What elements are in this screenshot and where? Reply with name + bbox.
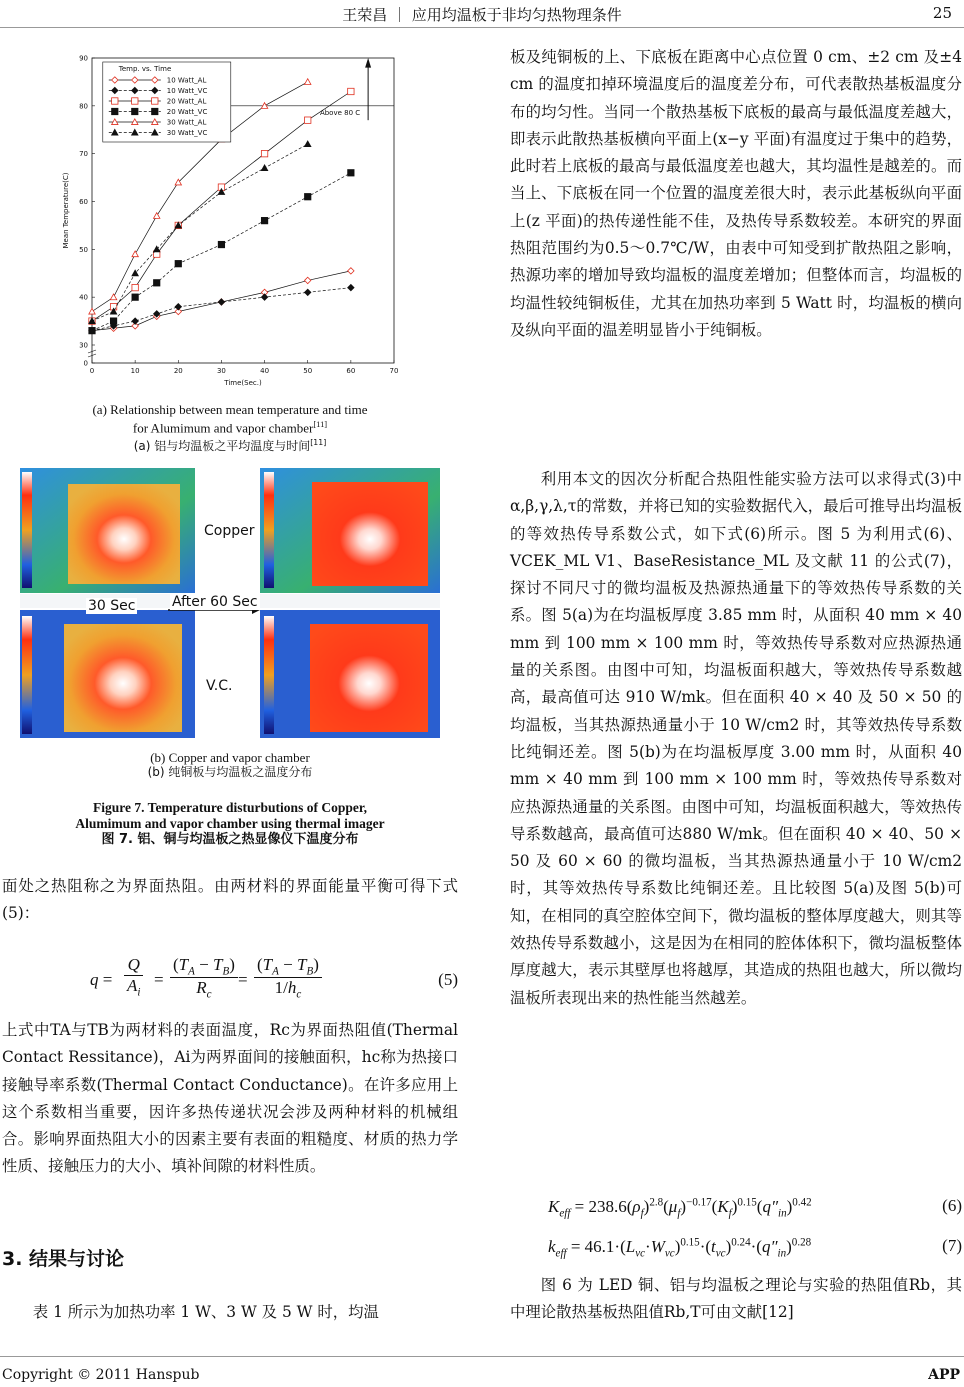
thermal-scale-bar <box>22 616 32 734</box>
fig7b-caption-cn: (b) 纯铜板与均温板之温度分布 <box>147 765 313 779</box>
right-para-2 <box>510 466 962 1012</box>
legend-entry: 20 Watt_AL <box>166 97 207 106</box>
fig7a-caption-en-2: for Alumimum and vapor chamber <box>132 420 314 436</box>
data-point <box>154 280 160 286</box>
data-point <box>110 294 116 300</box>
legend-marker <box>132 108 138 114</box>
data-point <box>305 289 311 295</box>
thermal-copper-30s-plate <box>68 484 180 584</box>
y-tick-label: 70 <box>79 150 88 159</box>
data-point <box>348 170 354 176</box>
header-rule <box>0 27 964 28</box>
x-tick-label: 40 <box>260 367 270 375</box>
legend-entry: 30 Watt_AL <box>166 118 207 127</box>
page-number: 25 <box>932 4 952 22</box>
equation-5: q = $\frac{Q}{A_i}$ = $\frac{(T_A - T_B)}{R_c}$ = $\frac{(T_A - T_B)}{1/h_c}$ (5) <box>90 955 458 1001</box>
thermal-vc-60s-plate <box>310 624 428 732</box>
legend-marker <box>112 108 118 114</box>
footer-rule <box>0 1356 964 1357</box>
right-paragraph-2: 利用本文的因次分析配合热阻性能实验方法可以求得式(3)中α,β,γ,λ,τ的常数，并将已知的实验数据代入，最后可推导出均温板的等效热传导系数公式，如下式(6)所示。图 5 为利用式(6)、VCEK_ML V1、BaseResistance_ML 及文献 11 的公式(7)，探讨不同尺寸的微均温板及热源热通量下的等效热传导系数的关系。图 5(a)为在均温板厚度 3.85 mm 时，从面积 40 mm × 40 mm 到 100 mm × 100 mm 时，等效热传导系数对应热源热通量的关系图。由图中可知，均温板面积越大，等效热传导系数越高，最高值可达 910 W/mk。但在面积 40 × 40 及 50 × 50 的均温板，当其热源热通量小于 10 W/cm2 时，其等效热传导系数比纯铜还差。图 5(b)为在均温板厚度 3.00 mm 时，从面积 40 mm × 40 mm 到 100 mm × 100 mm 时，等效热传导系数对应热源热通量的关系图。由图中可知，均温板面积越大，等效热传导系数越高，最高值可达880 W/mk。但在面积 40 × 40、50 × 50 及 60 × 60 的微均温板，当其热源热通量小于 10 W/cm2 时，其等效热传导系数比纯铜还差。且比较图 5(a)及图 5(b)可知，在相同的真空腔体空间下，微均温板的整体厚度越大，则其等效热传导系数越小，这是因为在相同的腔体体积下，微均温板整体厚度越大，表示其壁厚也将越厚，其造成的热阻也越大，所以微均温板所表现出来的热性能当然越差。 <box>510 470 962 1007</box>
left-paragraph-3: 表 1 所示为加热功率 1 W、3 W 及 5 W 时，均温 <box>32 1303 379 1321</box>
legend-entry: 30 Watt_VC <box>166 129 208 137</box>
series-line-30-watt-vc <box>92 144 308 321</box>
figure7-caption <box>20 800 440 848</box>
legend-marker <box>152 108 158 114</box>
fig7b-caption-en: (b) Copper and vapor chamber <box>150 750 310 765</box>
y-axis-label: Mean Temperature(C) <box>62 172 70 249</box>
data-point <box>89 308 95 314</box>
thermal-scale-bar <box>22 472 32 588</box>
figure7-caption-cn: 图 7. 铝、铜与均温板之热显像仪下温度分布 <box>101 832 359 847</box>
page-footer <box>0 1356 964 1387</box>
left-para-2 <box>2 1017 458 1181</box>
thermal-copper-60s-plate <box>312 482 428 586</box>
left-para-1 <box>2 873 458 928</box>
data-point <box>348 88 354 94</box>
right-para-3 <box>510 1272 962 1327</box>
x-axis-label: Time(Sec.) <box>224 379 262 387</box>
equation-6: $K_{eff} = 238.6(\rho_f)^{2.8}(\mu_f)^{-0.17}(K_f)^{0.15}(q''_{in})^{0.42}$ (6) <box>548 1196 962 1220</box>
fig7a-caption <box>40 402 420 454</box>
data-point <box>132 284 138 290</box>
data-point <box>132 294 138 300</box>
right-para-1 <box>510 44 962 344</box>
label-vc: V.C. <box>206 678 233 694</box>
series-line-20-watt-vc <box>92 173 351 331</box>
legend-entry: 20 Watt_VC <box>166 108 208 116</box>
equation-6-number: (6) <box>942 1196 962 1215</box>
right-paragraph-1: 板及纯铜板的上、下底板在距离中心点位置 0 cm、±2 cm 及±4 cm 的温度扣掉环境温度后的温度差分布，可代表散热基板温度分布的均匀性。当同一个散热基板下底板的最高与最低温度差越大，即表示此散热基板横向平面上(x−y 平面)有温度过于集中的趋势，此时若上底板的最高与最低温度差也越大，其均温性是越差的。而当上、下底板在同一个位置的温度差很大时，表示此基板纵向平面上(z 平面)的热传递性能不佳，及热传导系数较差。本研究的界面热阻范围约为0.5～0.7℃/W，由表中可知受到扩散热阻之影响，热源功率的增加导致均温板的温度差增加；但整体而言，均温板的均温性较纯铜板佳，尤其在加热功率到 5 Watt 时，均温板的横向及纵向平面的温差明显皆小于纯铜板。 <box>510 48 962 339</box>
y-tick-label: 30 <box>79 341 88 350</box>
data-point <box>89 327 95 333</box>
x-tick-label: 10 <box>130 367 140 375</box>
data-point <box>305 141 311 147</box>
section-heading: 3. 结果与讨论 <box>2 1248 125 1270</box>
label-after-60-sec: After 60 Sec <box>172 594 258 610</box>
legend-marker <box>112 98 118 104</box>
data-point <box>305 79 311 85</box>
fig7b-caption <box>60 750 400 780</box>
mean-temperature-chart <box>58 50 403 400</box>
thermal-image-panel <box>20 468 440 740</box>
x-tick-label: 20 <box>173 367 183 375</box>
fig7a-caption-cn: (a) 铝与均温板之平均温度与时间 <box>133 439 311 454</box>
y-tick-label: 0 <box>83 359 88 368</box>
x-tick-label: 0 <box>89 367 95 375</box>
data-point <box>348 268 354 274</box>
equation-7: $k_{eff} = 46.1\cdot(L_{vc}\cdot W_{vc})^{0.15}\cdot(t_{vc})^{0.24}\cdot(q''_{in})^{0.28}$ (7) <box>548 1236 962 1260</box>
data-point <box>132 318 138 324</box>
left-paragraph-2: 上式中TA与TB为两材料的表面温度，Rc为界面热阻值(Thermal Contact Ressitance)，Ai为两界面间的接触面积，hc称为热接口接触导率系数(Thermal Contact Conductance)。在许多应用上这个系数相当重要，因许多热传递状况会涉及两种材料的机械组合。影响界面热阻大小的因素主要有表面的粗糙度、材质的热力学性质、接触压力的大小、填补间隙的材料性质。 <box>2 1021 458 1176</box>
journal-name: APP <box>928 1367 960 1383</box>
label-copper: Copper <box>204 523 255 539</box>
legend-entry: 10 Watt_AL <box>166 76 207 85</box>
data-point <box>261 217 267 223</box>
running-title: 王荣昌 ｜ 应用均温板于非均匀热物理条件 <box>342 6 622 24</box>
annotation-arrow-head <box>365 58 371 68</box>
fig7a-caption-en-1: (a) Relationship between mean temperature and time <box>92 402 368 417</box>
thermal-scale-bar <box>264 616 274 734</box>
y-tick-label: 90 <box>79 54 88 63</box>
data-point <box>132 251 138 257</box>
fig7a-caption-cn-ref: [11] <box>310 438 327 448</box>
left-paragraph-1: 面处之热阻称之为界面热阻。由两材料的界面能量平衡可得下式(5)： <box>2 877 458 923</box>
legend-title: Temp. vs. Time <box>118 65 172 73</box>
data-point <box>218 299 224 305</box>
figure7-caption-en-1: Figure 7. Temperature disturbutions of Copper, <box>93 800 367 815</box>
y-tick-label: 80 <box>79 102 88 111</box>
data-point <box>154 213 160 219</box>
figure7-caption-en-2: Alumimum and vapor chamber using thermal imager <box>75 816 385 831</box>
left-para-3 <box>2 1299 458 1326</box>
legend-entry: 10 Watt_VC <box>166 87 208 95</box>
data-point <box>348 284 354 290</box>
data-point <box>175 260 181 266</box>
y-tick-label: 50 <box>79 245 88 254</box>
x-tick-label: 60 <box>346 367 356 375</box>
right-paragraph-3: 图 6 为 LED 铜、铝与均温板之理论与实验的热阻值Rb，其中理论散热基板热阻值Rb,T可由文献[12] <box>510 1276 962 1322</box>
thermal-vc-30s-plate <box>64 624 182 732</box>
y-tick-label: 60 <box>79 198 88 206</box>
y-tick-label: 40 <box>79 293 88 302</box>
fig7a-caption-ref: [11] <box>313 419 328 429</box>
equation-5-number: (5) <box>438 970 458 989</box>
label-30-sec: 30 Sec <box>88 598 136 614</box>
data-point <box>218 241 224 247</box>
annotation-above-80: Above 80 C <box>319 108 361 117</box>
data-point <box>110 318 116 324</box>
data-point <box>305 117 311 123</box>
x-tick-label: 30 <box>216 367 226 375</box>
data-point <box>305 277 311 283</box>
data-point <box>261 294 267 300</box>
legend-marker <box>152 98 158 104</box>
equation-7-number: (7) <box>942 1236 962 1255</box>
thermal-scale-bar <box>264 472 274 588</box>
data-point <box>261 150 267 156</box>
copyright: Copyright © 2011 Hanspub <box>2 1367 200 1383</box>
data-point <box>175 304 181 310</box>
series-line-10-watt-vc <box>92 288 351 331</box>
x-tick-label: 70 <box>389 367 399 375</box>
x-tick-label: 50 <box>303 367 313 375</box>
data-point <box>305 194 311 200</box>
page-header <box>0 0 964 28</box>
legend-marker <box>132 98 138 104</box>
data-point <box>261 165 267 171</box>
